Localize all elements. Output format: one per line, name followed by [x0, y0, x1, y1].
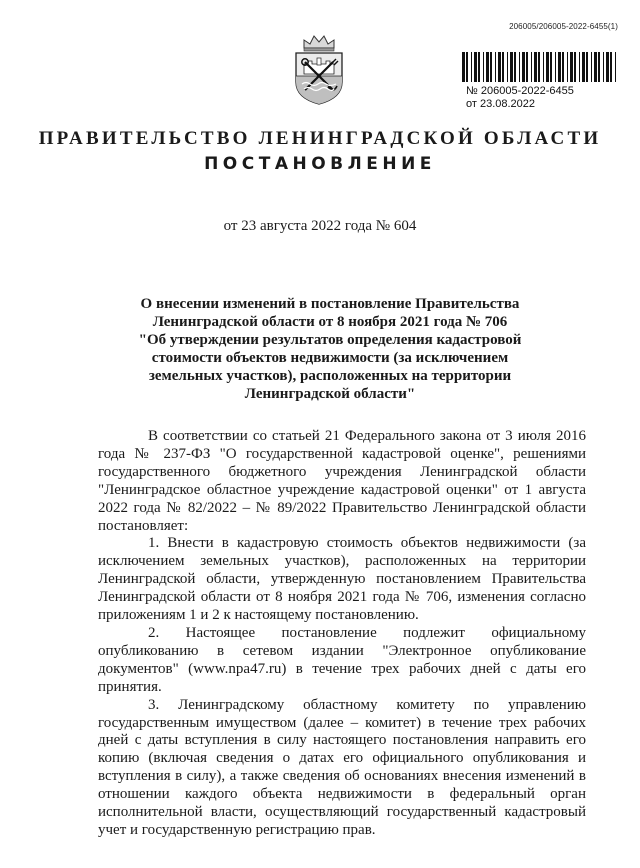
barcode-bar	[519, 52, 520, 82]
barcode-bar	[483, 52, 484, 82]
registration-date: от 23.08.2022	[466, 98, 536, 110]
barcode-bar	[522, 52, 525, 82]
barcode-bar	[562, 52, 564, 82]
barcode-bar	[502, 52, 504, 82]
decree-date-number: от 23 августа 2022 года № 604	[223, 218, 417, 234]
barcode-icon	[462, 52, 620, 82]
barcode-bar	[606, 52, 609, 82]
barcode-bar	[594, 52, 597, 82]
title-line: Ленинградской области от 8 ноября 2021 года № 706	[152, 314, 508, 330]
barcode-bar	[610, 52, 612, 82]
barcode-bar	[531, 52, 532, 82]
barcode-bar	[586, 52, 588, 82]
title-line: О внесении изменений в постановление Правительства	[140, 296, 520, 312]
barcode-bar	[538, 52, 540, 82]
barcode-bar	[486, 52, 489, 82]
barcode-bar	[490, 52, 492, 82]
barcode-bar	[534, 52, 537, 82]
barcode-bar	[498, 52, 501, 82]
barcode-bar	[603, 52, 604, 82]
barcode-bar	[466, 52, 468, 82]
clause-2-paragraph: 2. Настоящее постановление подлежит официальному опубликованию в сетевом издании "Электронное опубликование документов" (www.npa47.ru) в течение трех рабочих дней с даты его принятия.	[98, 624, 586, 695]
barcode-bar	[510, 52, 513, 82]
barcode-bar	[478, 52, 480, 82]
title-line: стоимости объектов недвижимости (за исключением	[151, 350, 509, 366]
barcode-bar	[507, 52, 508, 82]
barcode-bar	[579, 52, 580, 82]
document-reference: 206005/206005-2022-6455(1)	[509, 22, 618, 31]
barcode-bar	[474, 52, 477, 82]
barcode-bar	[598, 52, 600, 82]
barcode-bar	[574, 52, 576, 82]
barcode-bar	[591, 52, 592, 82]
barcode-bar	[615, 52, 616, 82]
registration-block	[466, 85, 574, 111]
coat-of-arms-icon	[290, 34, 348, 106]
barcode-bar	[462, 52, 465, 82]
barcode-bar	[543, 52, 544, 82]
barcode-bar	[555, 52, 556, 82]
document-type: ПОСТАНОВЛЕНИЕ	[204, 154, 436, 174]
barcode-bar	[546, 52, 549, 82]
barcode-bar	[526, 52, 528, 82]
decree-body	[98, 428, 586, 840]
barcode-bar	[514, 52, 516, 82]
decree-title	[120, 295, 540, 403]
barcode-bar	[495, 52, 496, 82]
preamble-paragraph: В соответствии со статьей 21 Федерального закона от 3 июля 2016 года № 237-ФЗ "О государственной кадастровой оценке", решениями государственного бюджетного учреждения Ленинградской области "Ленинградское областное учреждение кадастровой оценки" от 1 августа 2022 года № 82/2022 – № 89/2022 Правительство Ленинградской области постановляет:	[98, 428, 586, 534]
registration-number: № 206005-2022-6455	[466, 85, 574, 97]
title-line: Ленинградской области"	[244, 386, 416, 402]
barcode-bar	[558, 52, 561, 82]
clause-3-paragraph: 3. Ленинградскому областному комитету по управлению государственным имуществом (далее – комитет) в течение трех рабочих дней с даты вступления в силу настоящего постановления направить его копию (включая сведения о датах его официального опубликования и вступления в силу), а также сведения об основаниях внесения изменений в отношении каждого объекта недвижимости в федеральный орган исполнительной власти, осуществляющий государственный кадастровый учет и государственную регистрацию прав.	[98, 696, 586, 838]
issuing-authority: ПРАВИТЕЛЬСТВО ЛЕНИНГРАДСКОЙ ОБЛАСТИ	[38, 128, 602, 149]
barcode-bar	[582, 52, 585, 82]
title-line: "Об утверждении результатов определения кадастровой	[138, 332, 522, 348]
barcode-bar	[567, 52, 568, 82]
barcode-bar	[570, 52, 573, 82]
barcode-bar	[471, 52, 472, 82]
barcode-bar	[550, 52, 552, 82]
clause-1-paragraph: 1. Внести в кадастровую стоимость объектов недвижимости (за исключением земельных участков), расположенных на территории Ленинградской области, утвержденную постановлением Правительства Ленинградской области от 8 ноября 2021 года № 706, изменения согласно приложениям 1 и 2 к настоящему постановлению.	[98, 535, 586, 624]
title-line: земельных участков), расположенных на территории	[148, 368, 512, 384]
